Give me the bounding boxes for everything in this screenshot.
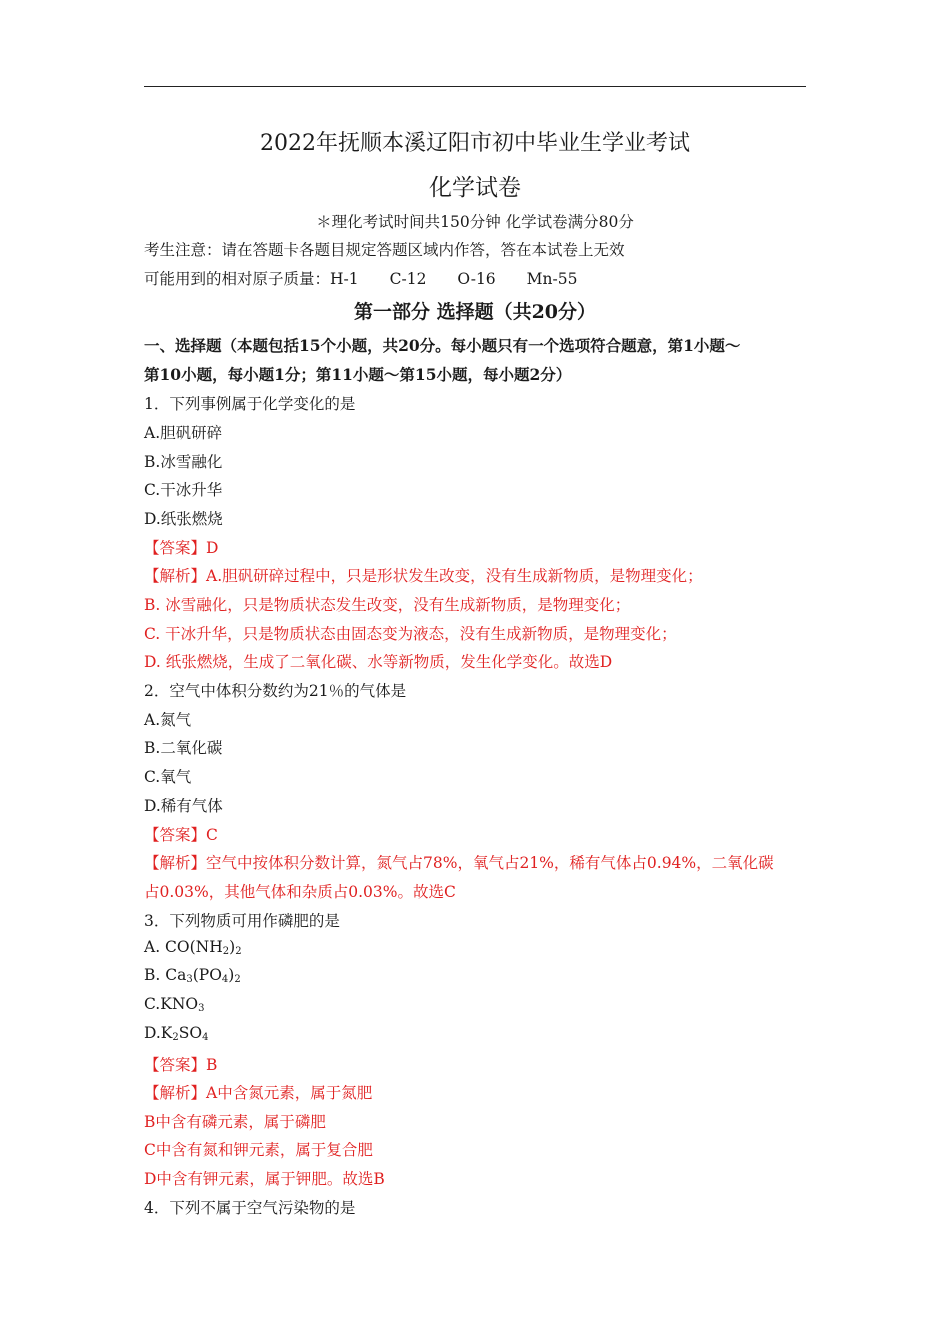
q3-option-b-sub1: 3	[186, 974, 193, 985]
q1-option-b: B.冰雪融化	[144, 453, 223, 471]
q3-option-d-sub1: 2	[172, 1032, 179, 1043]
q3-analysis-1: 【解析】A中含氮元素，属于氮肥	[144, 1084, 373, 1102]
q3-option-b-sub2: 4	[221, 974, 229, 985]
q2-option-c: C.氧气	[144, 768, 192, 786]
q3-option-a-sub1: 2	[222, 946, 230, 957]
q3-option-b-text: B. Ca	[144, 966, 187, 984]
q3-stem: 3．下列物质可用作磷肥的是	[144, 912, 340, 930]
q3-option-d	[144, 1024, 208, 1043]
q3-option-d-sub2: 4	[202, 1032, 209, 1043]
q3-option-a-text: A. CO(NH	[144, 938, 223, 956]
q3-option-a-mid: )	[229, 938, 236, 956]
q3-option-d-text: D.K	[144, 1024, 173, 1042]
q1-stem: 1．下列事例属于化学变化的是	[144, 395, 356, 413]
exam-title: 2022年抚顺本溪辽阳市初中毕业生学业考试	[260, 131, 690, 156]
q3-option-c-sub1: 3	[198, 1003, 205, 1014]
q3-option-c	[144, 995, 204, 1014]
q1-analysis-4: D. 纸张燃烧，生成了二氧化碳、水等新物质，发生化学变化。故选D	[144, 653, 613, 671]
section-title: 第一部分 选择题（共20分）	[353, 301, 597, 323]
q3-answer: 【答案】B	[144, 1056, 218, 1074]
q3-analysis-3: C中含有氮和钾元素，属于复合肥	[144, 1141, 373, 1159]
q2-option-a: A.氮气	[144, 711, 192, 729]
q1-analysis-3: C. 干冰升华，只是物质状态由固态变为液态，没有生成新物质，是物理变化；	[144, 625, 677, 643]
q3-option-c-text: C.KNO	[144, 995, 199, 1013]
section-instruction-1: 一、选择题（本题包括15个小题，共20分。每小题只有一个选项符合题意，第1小题～	[144, 336, 741, 355]
q4-stem: 4．下列不属于空气污染物的是	[144, 1199, 356, 1217]
q1-analysis-2: B. 冰雪融化，只是物质状态发生改变，没有生成新物质，是物理变化；	[144, 596, 631, 614]
header-rule	[144, 86, 806, 87]
q2-option-d: D.稀有气体	[144, 797, 223, 815]
q3-option-b-end: )	[228, 966, 235, 984]
q2-answer: 【答案】C	[144, 826, 218, 844]
q2-stem: 2．空气中体积分数约为21％的气体是	[144, 682, 407, 700]
note-atomic-mass: 可能用到的相对原子质量：H-1 C-12 O-16 Mn-55	[144, 270, 578, 288]
q2-option-b: B.二氧化碳	[144, 739, 223, 757]
q3-option-b-mid: (PO	[192, 966, 222, 984]
q3-option-b	[144, 966, 241, 985]
q2-analysis-2: 占0.03%，其他气体和杂质占0.03%。故选C	[144, 883, 456, 901]
q1-analysis-1: 【解析】A.胆矾研碎过程中，只是形状发生改变，没有生成新物质，是物理变化；	[144, 567, 703, 585]
q3-option-b-sub3: 2	[234, 974, 241, 985]
section-instruction-2: 第10小题，每小题1分；第11小题～第15小题，每小题2分）	[144, 365, 572, 384]
q1-option-c: C.干冰升华	[144, 481, 223, 499]
q1-option-a: A.胆矾研碎	[144, 424, 223, 442]
q1-option-d: D.纸张燃烧	[144, 510, 223, 528]
q2-analysis-1: 【解析】空气中按体积分数计算，氮气占78%，氧气占21%，稀有气体占0.94%，二氧化碳	[144, 854, 774, 872]
q3-option-a	[144, 938, 242, 957]
q3-option-d-mid: SO	[178, 1024, 203, 1042]
q3-analysis-4: D中含有钾元素，属于钾肥。故选B	[144, 1170, 385, 1188]
note-time: ＊理化考试时间共150分钟 化学试卷满分80分	[316, 213, 634, 231]
q1-answer: 【答案】D	[144, 539, 219, 557]
q3-analysis-2: B中含有磷元素，属于磷肥	[144, 1113, 326, 1131]
q3-option-a-sub2: 2	[235, 946, 242, 957]
note-notice: 考生注意：请在答题卡各题目规定答题区域内作答，答在本试卷上无效	[144, 241, 625, 259]
exam-subtitle: 化学试卷	[429, 175, 521, 201]
